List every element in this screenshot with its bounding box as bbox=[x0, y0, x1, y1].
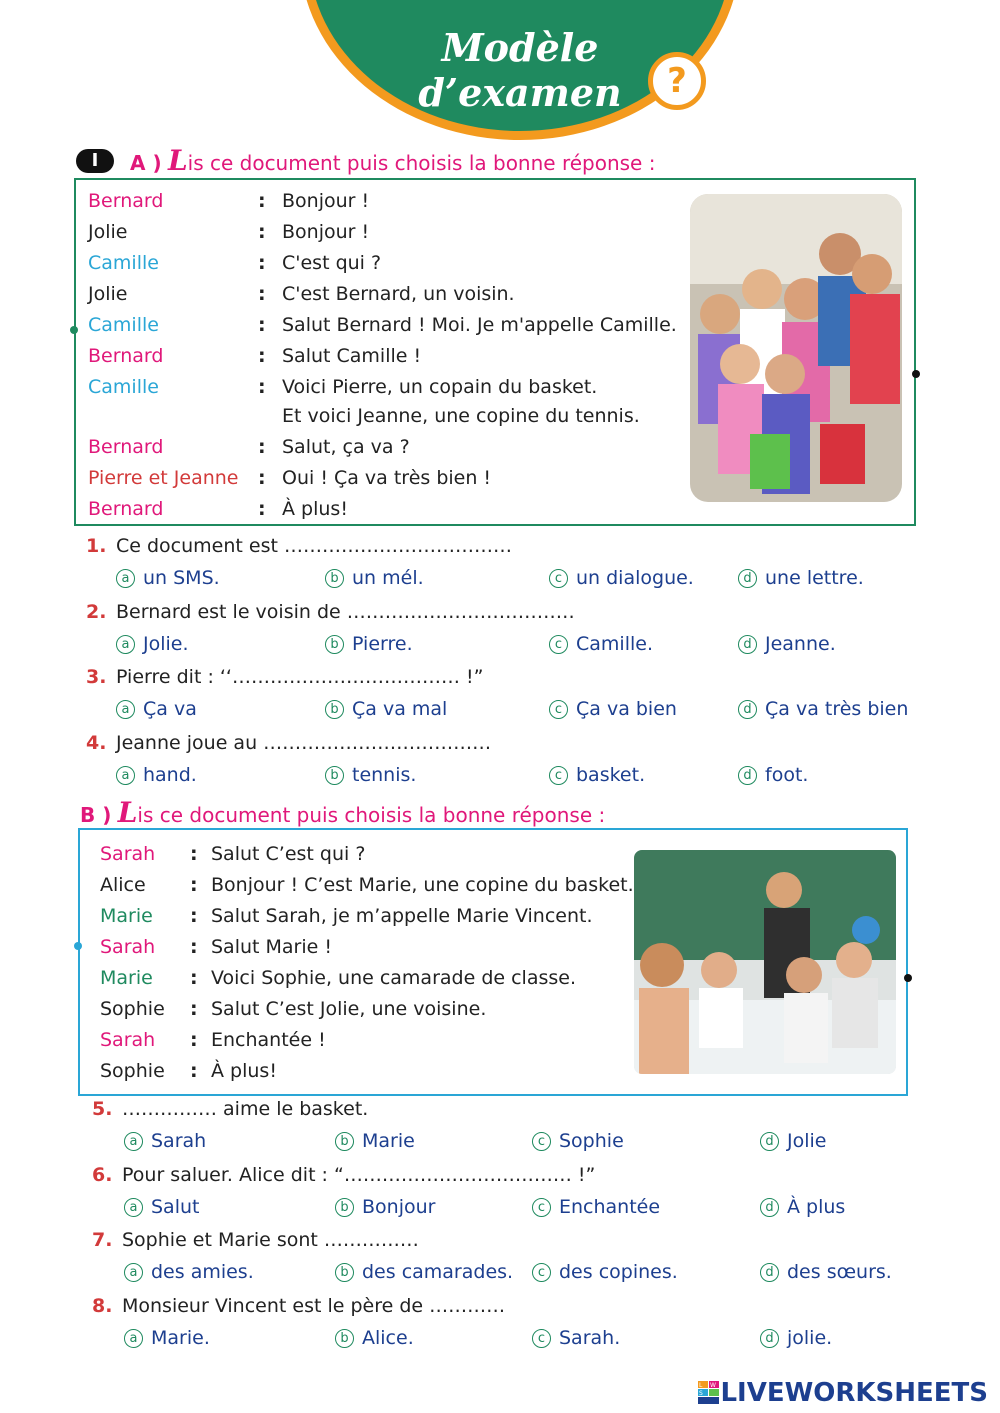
logo-letter: L bbox=[699, 1382, 703, 1389]
option-letter-icon: d bbox=[760, 1198, 779, 1217]
option-letter-icon: c bbox=[549, 635, 568, 654]
question-number: 3. bbox=[86, 666, 107, 688]
dialogue-text: Bonjour ! bbox=[282, 190, 370, 212]
dialogue-text: C'est qui ? bbox=[282, 252, 382, 274]
option-letter-icon: d bbox=[738, 700, 757, 719]
speaker-name: Camille bbox=[88, 314, 159, 336]
colon-separator: : bbox=[258, 283, 266, 305]
option-letter-icon: c bbox=[532, 1198, 551, 1217]
speaker-name: Alice bbox=[100, 874, 146, 896]
answer-option[interactable] bbox=[738, 764, 808, 786]
instruction-a-initial: L bbox=[167, 144, 188, 177]
dialogue-text: Et voici Jeanne, une copine du tennis. bbox=[282, 405, 640, 427]
answer-option[interactable] bbox=[532, 1196, 660, 1218]
colon-separator: : bbox=[190, 905, 198, 927]
answer-option[interactable] bbox=[325, 567, 424, 589]
option-label: un SMS. bbox=[143, 567, 220, 589]
page-title-line1: Modèle bbox=[441, 25, 599, 70]
question-number: 6. bbox=[92, 1163, 113, 1186]
option-letter-icon: a bbox=[124, 1263, 143, 1282]
option-label: un dialogue. bbox=[576, 567, 694, 589]
colon-separator: : bbox=[190, 843, 198, 865]
dialogue-text: Salut C’est qui ? bbox=[211, 843, 366, 865]
answer-option[interactable] bbox=[124, 1327, 210, 1349]
answer-option[interactable] bbox=[325, 698, 447, 720]
question-text: Monsieur Vincent est le père de ………… bbox=[122, 1294, 506, 1317]
question-number: 7. bbox=[92, 1229, 113, 1251]
option-label: jolie. bbox=[787, 1326, 833, 1349]
speaker-name: Marie bbox=[100, 967, 153, 989]
answer-option[interactable] bbox=[738, 698, 908, 720]
answer-option[interactable] bbox=[325, 764, 416, 786]
option-label: Sophie bbox=[559, 1130, 624, 1152]
page-title-line2: d’examen bbox=[418, 70, 622, 115]
instruction-b-text: is ce document puis choisis la bonne réponse : bbox=[137, 803, 606, 827]
colon-separator: : bbox=[258, 467, 266, 489]
answer-option[interactable] bbox=[335, 1261, 513, 1283]
speaker-name: Sarah bbox=[100, 936, 156, 958]
question-number: 2. bbox=[86, 600, 107, 623]
question bbox=[92, 1098, 368, 1120]
option-letter-icon: a bbox=[124, 1132, 143, 1151]
option-label: Pierre. bbox=[352, 632, 413, 655]
dialogue-text: Salut Camille ! bbox=[282, 345, 422, 367]
speaker-name: Bernard bbox=[88, 190, 164, 212]
option-label: Jeanne. bbox=[765, 632, 836, 655]
option-letter-icon: d bbox=[738, 569, 757, 588]
question bbox=[86, 535, 512, 557]
question-text: Pour saluer. Alice dit : “……………………………… !” bbox=[122, 1163, 596, 1186]
speaker-name: Marie bbox=[100, 905, 153, 927]
answer-option[interactable] bbox=[335, 1196, 435, 1218]
option-label: Ça va bbox=[143, 698, 197, 720]
colon-separator: : bbox=[258, 345, 266, 367]
dialogue-text: Oui ! Ça va très bien ! bbox=[282, 467, 492, 489]
answer-option[interactable] bbox=[760, 1130, 826, 1152]
answer-option[interactable] bbox=[549, 764, 645, 786]
colon-separator: : bbox=[258, 314, 266, 336]
question bbox=[86, 732, 491, 754]
option-label: basket. bbox=[576, 763, 646, 786]
answer-option[interactable] bbox=[532, 1261, 678, 1283]
frame-dot bbox=[912, 370, 920, 378]
dialogue-text: À plus! bbox=[282, 498, 348, 520]
answer-option[interactable] bbox=[325, 633, 413, 655]
answer-option[interactable] bbox=[124, 1196, 199, 1218]
colon-separator: : bbox=[258, 436, 266, 458]
dialogue-text: Salut, ça va ? bbox=[282, 436, 410, 458]
dialogue-text: Salut Bernard ! Moi. Je m'appelle Camille. bbox=[282, 314, 677, 336]
option-label: Ça va bien bbox=[576, 698, 677, 720]
answer-option[interactable] bbox=[760, 1261, 892, 1283]
speaker-name: Camille bbox=[88, 376, 159, 398]
option-label: des sœurs. bbox=[787, 1261, 892, 1283]
question bbox=[92, 1164, 595, 1186]
option-label: À plus bbox=[787, 1195, 846, 1218]
option-letter-icon: d bbox=[760, 1263, 779, 1282]
answer-option[interactable] bbox=[549, 698, 677, 720]
answer-option[interactable] bbox=[738, 633, 836, 655]
question-text: Bernard est le voisin de ……………………………… bbox=[116, 600, 575, 623]
colon-separator: : bbox=[190, 998, 198, 1020]
answer-option[interactable] bbox=[116, 633, 189, 655]
answer-option[interactable] bbox=[549, 633, 653, 655]
question-text: Pierre dit : ‘‘……………………………… !” bbox=[116, 666, 484, 688]
question-number: 5. bbox=[92, 1098, 113, 1120]
option-letter-icon: a bbox=[116, 635, 135, 654]
option-letter-icon: b bbox=[335, 1263, 354, 1282]
option-label: Alice. bbox=[362, 1326, 414, 1349]
question bbox=[92, 1229, 419, 1251]
option-label: une lettre. bbox=[765, 567, 864, 589]
logo-letter: S bbox=[699, 1390, 703, 1397]
option-letter-icon: a bbox=[124, 1329, 143, 1348]
option-letter-icon: d bbox=[760, 1132, 779, 1151]
answer-option[interactable] bbox=[116, 698, 197, 720]
option-label: Marie bbox=[362, 1130, 415, 1152]
speaker-name: Jolie bbox=[88, 221, 128, 243]
dialogue-text: Enchantée ! bbox=[211, 1029, 326, 1051]
option-label: hand. bbox=[143, 763, 197, 786]
dialogue-text: Salut Sarah, je m’appelle Marie Vincent. bbox=[211, 905, 593, 927]
instruction-a bbox=[130, 144, 655, 177]
part-b-label: B ) bbox=[80, 803, 112, 827]
option-label: Ça va mal bbox=[352, 698, 448, 720]
option-letter-icon: a bbox=[116, 569, 135, 588]
liveworksheets-logo bbox=[698, 1381, 720, 1405]
option-letter-icon: c bbox=[549, 766, 568, 785]
instruction-a-text: is ce document puis choisis la bonne réponse : bbox=[187, 151, 656, 175]
answer-option[interactable] bbox=[738, 567, 864, 589]
question-number: 1. bbox=[86, 535, 107, 557]
answer-option[interactable] bbox=[116, 567, 220, 589]
option-label: Marie. bbox=[151, 1326, 210, 1349]
speaker-name: Pierre et Jeanne bbox=[88, 467, 239, 489]
question bbox=[92, 1295, 505, 1317]
dialogue-text: Salut Marie ! bbox=[211, 936, 332, 958]
answer-option[interactable] bbox=[124, 1261, 254, 1283]
colon-separator: : bbox=[190, 1029, 198, 1051]
option-label: des camarades. bbox=[362, 1261, 514, 1283]
question bbox=[86, 601, 575, 623]
question-text: Sophie et Marie sont …………… bbox=[122, 1229, 419, 1251]
question bbox=[86, 666, 483, 688]
speaker-name: Sophie bbox=[100, 1060, 165, 1082]
option-letter-icon: a bbox=[124, 1198, 143, 1217]
option-letter-icon: b bbox=[325, 766, 344, 785]
answer-option[interactable] bbox=[116, 764, 197, 786]
option-letter-icon: c bbox=[549, 569, 568, 588]
option-letter-icon: b bbox=[335, 1198, 354, 1217]
colon-separator: : bbox=[258, 498, 266, 520]
answer-option[interactable] bbox=[532, 1130, 624, 1152]
option-letter-icon: a bbox=[116, 766, 135, 785]
classroom-photo bbox=[634, 850, 896, 1074]
option-letter-icon: d bbox=[760, 1329, 779, 1348]
option-letter-icon: c bbox=[549, 700, 568, 719]
speaker-name: Bernard bbox=[88, 345, 164, 367]
option-letter-icon: c bbox=[532, 1263, 551, 1282]
option-letter-icon: c bbox=[532, 1132, 551, 1151]
colon-separator: : bbox=[258, 221, 266, 243]
dialogue-text: À plus! bbox=[211, 1060, 277, 1082]
section-number: I bbox=[76, 149, 114, 173]
colon-separator: : bbox=[258, 190, 266, 212]
option-label: foot. bbox=[765, 763, 809, 786]
option-label: Enchantée bbox=[559, 1195, 661, 1218]
answer-option[interactable] bbox=[335, 1327, 414, 1349]
option-letter-icon: b bbox=[335, 1329, 354, 1348]
colon-separator: : bbox=[190, 874, 198, 896]
dialogue-text: Bonjour ! bbox=[282, 221, 370, 243]
frame-dot bbox=[70, 326, 78, 334]
dialogue-text: Voici Pierre, un copain du basket. bbox=[282, 376, 598, 398]
speaker-name: Sarah bbox=[100, 1029, 156, 1051]
question-text: Ce document est ……………………………… bbox=[116, 535, 512, 557]
colon-separator: : bbox=[190, 1060, 198, 1082]
instruction-b bbox=[80, 796, 605, 829]
speaker-name: Sarah bbox=[100, 843, 156, 865]
speaker-name: Camille bbox=[88, 252, 159, 274]
option-letter-icon: b bbox=[325, 700, 344, 719]
colon-separator: : bbox=[190, 967, 198, 989]
speaker-name: Sophie bbox=[100, 998, 165, 1020]
option-letter-icon: b bbox=[325, 569, 344, 588]
colon-separator: : bbox=[258, 376, 266, 398]
dialogue-text: Bonjour ! C’est Marie, une copine du basket. bbox=[211, 874, 634, 896]
question-text: …………… aime le basket. bbox=[122, 1098, 369, 1120]
option-letter-icon: d bbox=[738, 766, 757, 785]
dialogue-text: C'est Bernard, un voisin. bbox=[282, 283, 515, 305]
option-label: tennis. bbox=[352, 763, 417, 786]
answer-option[interactable] bbox=[532, 1327, 620, 1349]
question-number: 4. bbox=[86, 731, 107, 754]
option-letter-icon: b bbox=[335, 1132, 354, 1151]
frame-dot bbox=[904, 974, 912, 982]
speaker-name: Bernard bbox=[88, 498, 164, 520]
option-label: Salut bbox=[151, 1195, 200, 1218]
option-label: Sarah bbox=[151, 1130, 207, 1152]
answer-option[interactable] bbox=[124, 1130, 206, 1152]
frame-dot bbox=[74, 942, 82, 950]
option-label: Bonjour bbox=[362, 1195, 436, 1218]
option-letter-icon: a bbox=[116, 700, 135, 719]
option-letter-icon: b bbox=[325, 635, 344, 654]
question-mark-icon: ? bbox=[648, 52, 706, 110]
logo-letter: W bbox=[710, 1382, 716, 1389]
colon-separator: : bbox=[258, 252, 266, 274]
speaker-name: Jolie bbox=[88, 283, 128, 305]
option-label: des copines. bbox=[559, 1261, 678, 1283]
instruction-b-initial: L bbox=[117, 796, 138, 829]
option-label: Ça va très bien bbox=[765, 698, 909, 720]
option-label: Jolie. bbox=[143, 632, 189, 655]
answer-option[interactable] bbox=[760, 1196, 845, 1218]
option-label: Jolie bbox=[787, 1130, 827, 1152]
option-label: des amies. bbox=[151, 1261, 254, 1283]
question-number: 8. bbox=[92, 1294, 113, 1317]
option-label: Camille. bbox=[576, 632, 653, 655]
brand-name: LIVEWORKSHEETS bbox=[720, 1378, 988, 1408]
answer-option[interactable] bbox=[760, 1327, 832, 1349]
question-text: Jeanne joue au ……………………………… bbox=[116, 731, 492, 754]
answer-option[interactable] bbox=[549, 567, 694, 589]
part-a-label: A ) bbox=[130, 151, 162, 175]
dialogue-text: Voici Sophie, une camarade de classe. bbox=[211, 967, 577, 989]
students-photo bbox=[690, 194, 902, 502]
dialogue-text: Salut C’est Jolie, une voisine. bbox=[211, 998, 487, 1020]
option-letter-icon: d bbox=[738, 635, 757, 654]
speaker-name: Bernard bbox=[88, 436, 164, 458]
colon-separator: : bbox=[190, 936, 198, 958]
option-label: un mél. bbox=[352, 567, 424, 589]
option-label: Sarah. bbox=[559, 1326, 621, 1349]
option-letter-icon: c bbox=[532, 1329, 551, 1348]
answer-option[interactable] bbox=[335, 1130, 415, 1152]
